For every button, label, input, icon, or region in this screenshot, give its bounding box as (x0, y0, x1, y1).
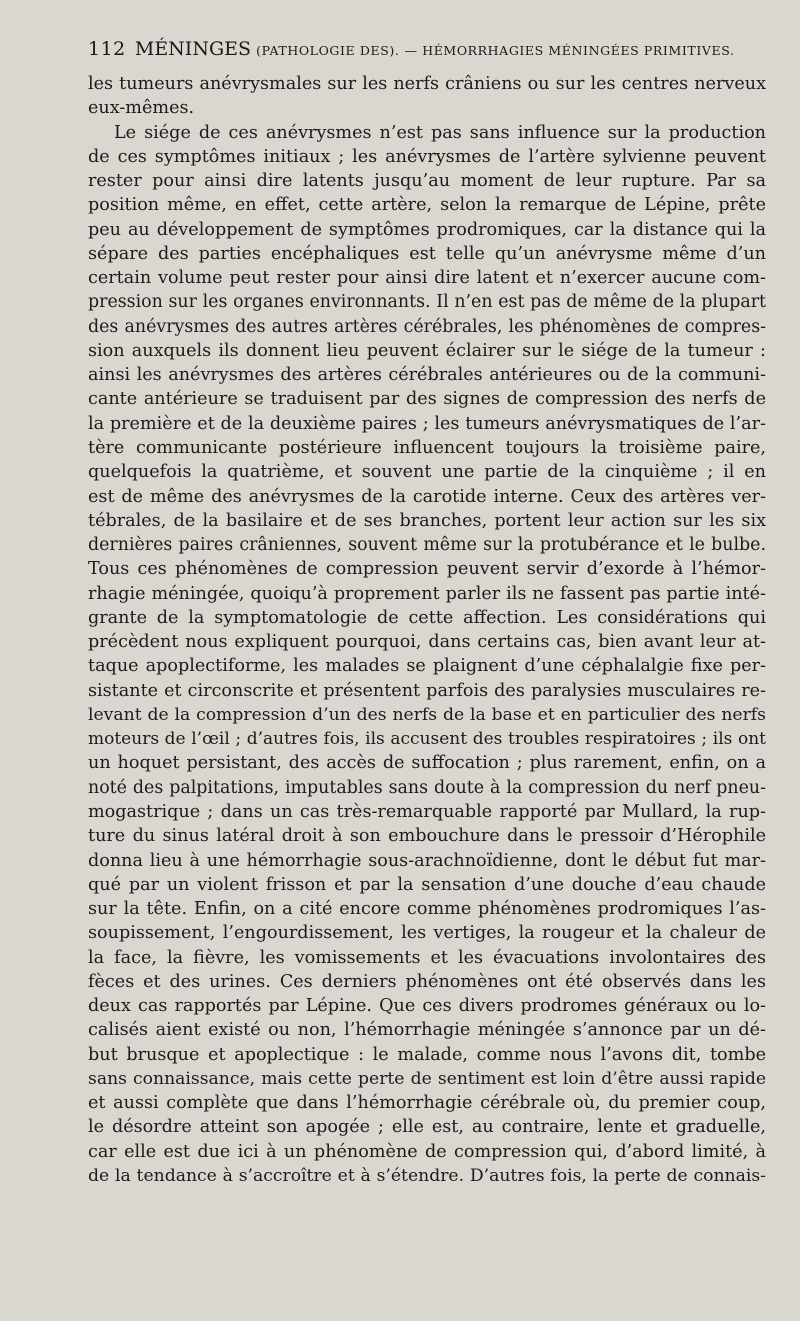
text-line: peu au développement de symptômes prodromiques, car la distance qui la (88, 219, 766, 240)
text-line: quelquefois la quatrième, et souvent une partie de la cinquième ; il en (88, 462, 766, 483)
text-line: sion auxquels ils donnent lieu peuvent éclairer sur le siége de la tumeur : (88, 340, 766, 361)
running-head (88, 38, 768, 66)
text-line: tébrales, de la basilaire et de ses branches, portent leur action sur les six (88, 510, 766, 531)
text-line: Tous ces phénomènes de compression peuvent servir d’exorde à l’hémor- (88, 559, 766, 580)
text-line: mogastrique ; dans un cas très-remarquable rapporté par Mullard, la rup- (88, 801, 766, 822)
text-line: certain volume peut rester pour ainsi dire latent et n’exercer aucune com- (88, 268, 766, 289)
text-line: but brusque et apoplectique : le malade, comme nous l’avons dit, tombe (88, 1044, 766, 1065)
text-line: deux cas rapportés par Lépine. Que ces divers prodromes généraux ou lo- (88, 996, 766, 1017)
text-line: la première et de la deuxième paires ; les tumeurs anévrysmatiques de l’ar- (88, 413, 766, 434)
text-line: fèces et des urines. Ces derniers phénomènes ont été observés dans les (88, 971, 766, 992)
text-line: les tumeurs anévrysmales sur les nerfs crâniens ou sur les centres nerveux (88, 74, 766, 94)
text-line: rester pour ainsi dire latents jusqu’au moment de leur rupture. Par sa (88, 171, 766, 192)
text-line: est de même des anévrysmes de la carotide interne. Ceux des artères ver- (88, 486, 766, 507)
text-line: de ces symptômes initiaux ; les anévrysmes de l’artère sylvienne peuvent (88, 146, 766, 167)
text-line: tère communicante postérieure influencent toujours la troisième paire, (88, 437, 766, 458)
body-text (88, 72, 766, 1188)
text-line: de la tendance à s’accroître et à s’étendre. D’autres fois, la perte de connais- (88, 1165, 766, 1186)
text-line: levant de la compression d’un des nerfs de la base et en particulier des nerfs (88, 704, 766, 725)
text-line: la face, la fièvre, les vomissements et les évacuations involontaires des (88, 947, 766, 968)
text-line: eux-mêmes. (88, 98, 195, 119)
text-line: sans connaissance, mais cette perte de sentiment est loin d’être aussi rapide (88, 1068, 766, 1089)
text-line: rhagie méningée, quoiqu’à proprement parler ils ne fassent pas partie inté- (88, 583, 766, 604)
text-line: sépare des parties encéphaliques est telle qu’un anévrysme même d’un (88, 243, 766, 264)
text-line: des anévrysmes des autres artères cérébrales, les phénomènes de compres- (88, 316, 766, 337)
text-line: sistante et circonscrite et présentent parfois des paralysies musculaires re- (88, 680, 766, 701)
text-line: cante antérieure se traduisent par des signes de compression des nerfs de (88, 389, 766, 410)
text-line: et aussi complète que dans l’hémorrhagie cérébrale où, du premier coup, (88, 1093, 766, 1114)
text-line: un hoquet persistant, des accès de suffocation ; plus rarement, enfin, on a (88, 753, 766, 774)
page-number: 112 (88, 38, 126, 60)
text-line: moteurs de l’œil ; d’autres fois, ils accusent des troubles respiratoires ; ils ont (88, 729, 766, 750)
text-line: donna lieu à une hémorrhagie sous-arachnoïdienne, dont le début fut mar- (88, 850, 766, 871)
running-head-subtitle: (PATHOLOGIE DES). (256, 43, 400, 58)
running-head-section: — HÉMORRHAGIES MÉNINGÉES PRIMITIVES. (404, 43, 735, 58)
text-line: Le siége de ces anévrysmes n’est pas sans influence sur la production (114, 122, 766, 143)
text-line: sur la tête. Enfin, on a cité encore comme phénomènes prodromiques l’as- (88, 899, 766, 920)
text-line: dernières paires crâniennes, souvent même sur la protubérance et le bulbe. (88, 535, 766, 556)
text-line: soupissement, l’engourdissement, les vertiges, la rougeur et la chaleur de (88, 923, 766, 944)
text-line: pression sur les organes environnants. Il n’en est pas de même de la plupart (88, 292, 766, 313)
text-line: le désordre atteint son apogée ; elle est, au contraire, lente et graduelle, (88, 1117, 766, 1138)
text-line: calisés aient existé ou non, l’hémorrhagie méningée s’annonce par un dé- (88, 1020, 766, 1041)
text-line: ture du sinus latéral droit à son embouchure dans le pressoir d’Hérophile (88, 826, 766, 847)
running-head-title: MÉNINGES (134, 38, 252, 60)
text-line: qué par un violent frisson et par la sensation d’une douche d’eau chaude (88, 874, 766, 895)
text-line: grante de la symptomatologie de cette affection. Les considérations qui (88, 607, 766, 628)
text-line: position même, en effet, cette artère, selon la remarque de Lépine, prête (88, 195, 766, 216)
text-line: taque apoplectiforme, les malades se plaignent d’une céphalalgie fixe per- (88, 656, 766, 677)
text-line: ainsi les anévrysmes des artères cérébrales antérieures ou de la communi- (88, 365, 766, 386)
text-line: car elle est due ici à un phénomène de compression qui, d’abord limité, à (88, 1141, 766, 1162)
text-line: précèdent nous expliquent pourquoi, dans certains cas, bien avant leur at- (88, 632, 766, 653)
text-line: noté des palpitations, imputables sans doute à la compression du nerf pneu- (88, 777, 766, 798)
